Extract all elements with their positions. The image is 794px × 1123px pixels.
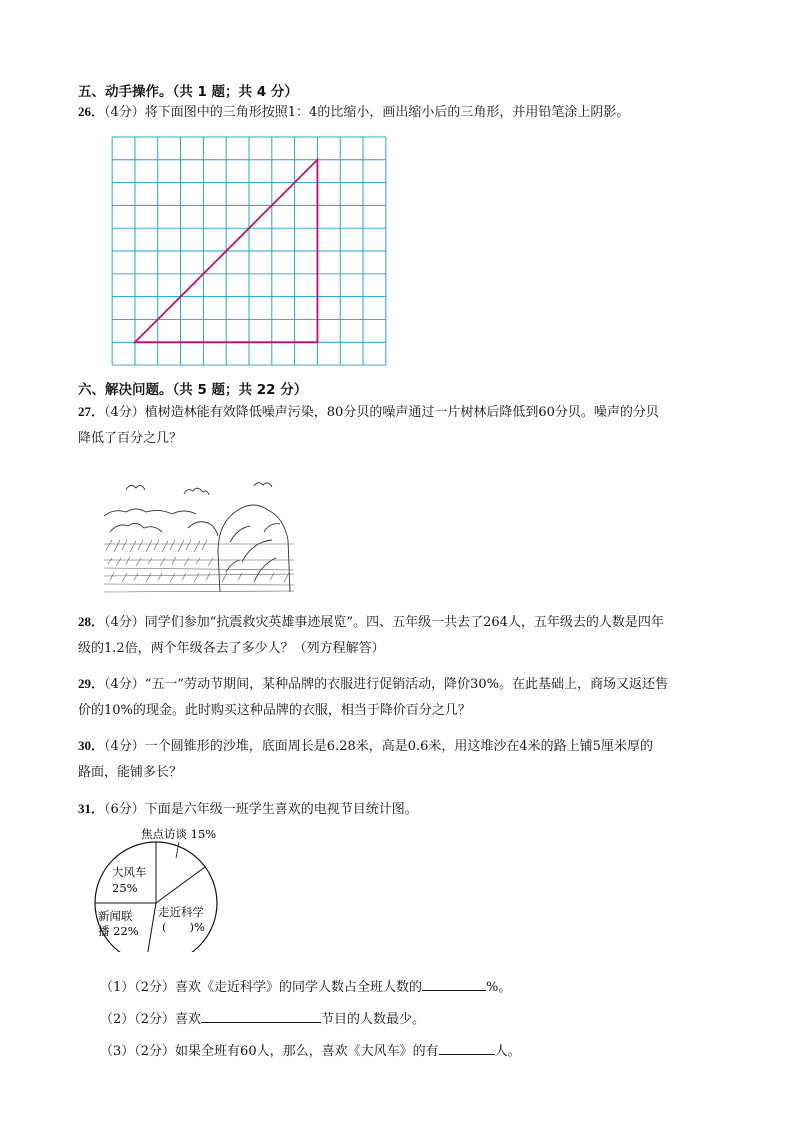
question-number: 29． bbox=[78, 676, 105, 691]
question-number: 28． bbox=[78, 614, 105, 629]
answer-blank-3[interactable] bbox=[439, 1040, 495, 1055]
question-text-line1: （4分）同学们参加“抗震救灾英雄事迹展览”。四、五年级一共去了264人，五年级去的人数是四年 bbox=[104, 615, 664, 630]
question-31 bbox=[78, 796, 718, 823]
question-number: 31． bbox=[78, 801, 105, 816]
grid-figure bbox=[104, 136, 394, 366]
pie-label-science-pct: ( )% bbox=[162, 920, 205, 934]
section-6-title: 六、解决问题。（共 5 题；共 22 分） bbox=[78, 382, 308, 398]
answer-blank-2[interactable] bbox=[201, 1008, 321, 1023]
sub-text-b: 节目的人数最少。 bbox=[321, 1012, 426, 1027]
question-28 bbox=[78, 609, 718, 662]
pie-label-news: 新闻联 bbox=[98, 909, 133, 923]
sub-question-3 bbox=[100, 1040, 521, 1062]
question-number: 27． bbox=[78, 404, 105, 419]
question-text-line1: （4分）一个圆锥形的沙堆，底面周长是6.28米，高是0.6米，用这堆沙在4米的路上铺5厘米厚的 bbox=[104, 739, 653, 754]
question-text-line2: 级的1.2倍，两个年级各去了多少人？（列方程解答） bbox=[78, 641, 385, 656]
sub-text-b: %。 bbox=[486, 980, 512, 995]
pie-label-focus: 焦点访谈 15% bbox=[141, 827, 217, 841]
question-text-line1: （4分）植树造林能有效降低噪声污染，80分贝的噪声通过一片树林后降低到60分贝。噪声的分贝 bbox=[104, 405, 659, 420]
answer-blank-1[interactable] bbox=[422, 976, 486, 991]
section-5-title: 五、动手操作。（共 1 题；共 4 分） bbox=[78, 84, 298, 100]
pie-label-bigwheel-pct: 25% bbox=[112, 881, 138, 895]
grid-lines bbox=[112, 137, 386, 365]
forest-illustration bbox=[104, 472, 294, 598]
question-30 bbox=[78, 733, 718, 786]
sub-text-a: （2）（2分）喜欢 bbox=[100, 1012, 202, 1027]
sub-question-1 bbox=[100, 976, 511, 998]
question-text-line2: 价的10%的现金。此时购买这种品牌的衣服，相当于降价百分之几？ bbox=[78, 703, 471, 718]
question-text: （6分）下面是六年级一班学生喜欢的电视节目统计图。 bbox=[104, 802, 418, 817]
sub-text-b: 人。 bbox=[494, 1044, 521, 1059]
question-text-line2: 降低了百分之几？ bbox=[78, 431, 183, 446]
sub-question-2 bbox=[100, 1008, 425, 1030]
pie-label-bigwheel: 大风车 bbox=[112, 865, 147, 879]
pie-label-science: 走近科学 bbox=[158, 905, 204, 919]
pie-label-news-pct: 播 22% bbox=[98, 924, 139, 938]
question-number: 30． bbox=[78, 738, 105, 753]
pie-divider-4 bbox=[146, 903, 156, 952]
question-number: 26． bbox=[78, 104, 105, 119]
pie-chart bbox=[86, 824, 236, 952]
pie-divider-2 bbox=[156, 867, 205, 903]
sub-text-a: （3）（2分）如果全班有60人，那么，喜欢《大风车》的有 bbox=[100, 1044, 439, 1059]
label-leader bbox=[176, 842, 179, 858]
question-29 bbox=[78, 671, 718, 724]
question-27 bbox=[78, 399, 718, 452]
sub-text-a: （1）（2分）喜欢《走近科学》的同学人数占全班人数的 bbox=[100, 980, 423, 995]
question-text-line1: （4分）“五一”劳动节期间，某种品牌的衣服进行促销活动，降价30%。在此基础上，商场又返还售 bbox=[104, 677, 668, 692]
question-text: （4分）将下面图中的三角形按照1：4的比缩小，画出缩小后的三角形，并用铅笔涂上阴影。 bbox=[104, 105, 630, 120]
question-text-line2: 路面，能铺多长？ bbox=[78, 765, 183, 780]
question-26 bbox=[78, 99, 718, 126]
